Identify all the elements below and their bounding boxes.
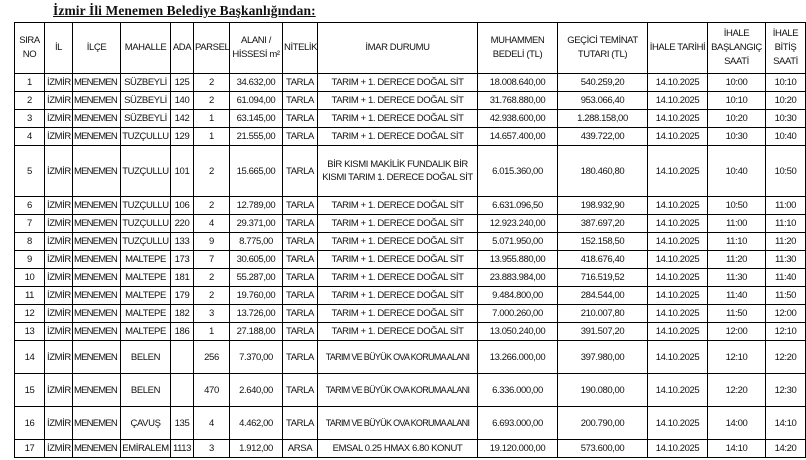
cell-muhammen-bedeli: 13.266.000,00 [478, 341, 558, 374]
cell-sira-no: 7 [15, 215, 45, 233]
cell-alani: 29.371,00 [230, 215, 283, 233]
cell-parsel: 4 [194, 407, 230, 440]
cell-muhammen-bedeli: 13.955.880,00 [478, 251, 558, 269]
cell-parsel: 1 [194, 128, 230, 146]
cell-il: İZMİR [45, 110, 73, 128]
cell-nitelik: TARLA [283, 287, 318, 305]
column-header-parsel: PARSEL [194, 23, 230, 74]
cell-gecici-teminat: 439.722,00 [558, 128, 648, 146]
cell-parsel: 3 [194, 305, 230, 323]
cell-nitelik: TARLA [283, 128, 318, 146]
cell-alani: 21.555,00 [230, 128, 283, 146]
cell-parsel: 1 [194, 110, 230, 128]
table-row [15, 146, 806, 197]
cell-parsel: 2 [194, 287, 230, 305]
table-row [15, 407, 806, 440]
cell-bitis-saati: 14:10 [766, 407, 806, 440]
cell-parsel: 2 [194, 92, 230, 110]
cell-imar-durumu: TARIM + 1. DERECE DOĞAL SİT [318, 92, 478, 110]
cell-mahalle: MALTEPE [121, 269, 171, 287]
cell-il: İZMİR [45, 215, 73, 233]
cell-mahalle: BELEN [121, 374, 171, 407]
cell-gecici-teminat: 716.519,52 [558, 269, 648, 287]
cell-bitis-saati: 12:20 [766, 341, 806, 374]
table-row [15, 323, 806, 341]
cell-bitis-saati: 10:30 [766, 110, 806, 128]
cell-baslangic-saati: 10:20 [708, 110, 766, 128]
cell-mahalle: MALTEPE [121, 323, 171, 341]
cell-bitis-saati: 10:10 [766, 74, 806, 92]
cell-baslangic-saati: 10:00 [708, 74, 766, 92]
cell-nitelik: TARLA [283, 215, 318, 233]
cell-nitelik: TARLA [283, 374, 318, 407]
cell-gecici-teminat: 198.932,90 [558, 197, 648, 215]
cell-ada: 173 [171, 251, 194, 269]
cell-ihale-tarihi: 14.10.2025 [648, 197, 708, 215]
cell-sira-no: 15 [15, 374, 45, 407]
cell-ihale-tarihi: 14.10.2025 [648, 287, 708, 305]
cell-ihale-tarihi: 14.10.2025 [648, 407, 708, 440]
cell-imar-durumu: TARIM + 1. DERECE DOĞAL SİT [318, 110, 478, 128]
cell-gecici-teminat: 391.507,20 [558, 323, 648, 341]
cell-gecici-teminat: 200.790,00 [558, 407, 648, 440]
cell-ihale-tarihi: 14.10.2025 [648, 110, 708, 128]
cell-sira-no: 3 [15, 110, 45, 128]
column-header-alani: ALANI / HİSSESİ m² [230, 23, 283, 74]
cell-bitis-saati: 14:20 [766, 440, 806, 458]
cell-imar-durumu: TARIM + 1. DERECE DOĞAL SİT [318, 323, 478, 341]
cell-bitis-saati: 11:40 [766, 269, 806, 287]
cell-ihale-tarihi: 14.10.2025 [648, 146, 708, 197]
cell-sira-no: 5 [15, 146, 45, 197]
cell-bitis-saati: 11:50 [766, 287, 806, 305]
cell-imar-durumu: TARIM VE BÜYÜK OVA KORUMA ALANI [318, 374, 478, 407]
cell-sira-no: 11 [15, 287, 45, 305]
cell-ilce: MENEMEN [73, 341, 121, 374]
cell-alani: 15.665,00 [230, 146, 283, 197]
cell-ilce: MENEMEN [73, 233, 121, 251]
cell-ihale-tarihi: 14.10.2025 [648, 440, 708, 458]
cell-il: İZMİR [45, 305, 73, 323]
cell-muhammen-bedeli: 9.484.800,00 [478, 287, 558, 305]
cell-ada [171, 341, 194, 374]
cell-parsel: 470 [194, 374, 230, 407]
cell-ilce: MENEMEN [73, 215, 121, 233]
cell-gecici-teminat: 190.080,00 [558, 374, 648, 407]
cell-imar-durumu: TARIM + 1. DERECE DOĞAL SİT [318, 197, 478, 215]
cell-muhammen-bedeli: 13.050.240,00 [478, 323, 558, 341]
cell-imar-durumu: EMSAL 0.25 HMAX 6.80 KONUT [318, 440, 478, 458]
cell-parsel: 1 [194, 323, 230, 341]
cell-gecici-teminat: 284.544,00 [558, 287, 648, 305]
table-row [15, 92, 806, 110]
cell-ilce: MENEMEN [73, 92, 121, 110]
cell-il: İZMİR [45, 92, 73, 110]
cell-muhammen-bedeli: 6.693.000,00 [478, 407, 558, 440]
cell-bitis-saati: 12:30 [766, 374, 806, 407]
cell-il: İZMİR [45, 251, 73, 269]
cell-nitelik: ARSA [283, 440, 318, 458]
cell-bitis-saati: 12:10 [766, 323, 806, 341]
cell-bitis-saati: 11:30 [766, 251, 806, 269]
cell-sira-no: 12 [15, 305, 45, 323]
cell-ada: 133 [171, 233, 194, 251]
cell-gecici-teminat: 152.158,50 [558, 233, 648, 251]
cell-imar-durumu: TARIM + 1. DERECE DOĞAL SİT [318, 251, 478, 269]
cell-nitelik: TARLA [283, 146, 318, 197]
cell-baslangic-saati: 14:00 [708, 407, 766, 440]
table-row [15, 233, 806, 251]
cell-il: İZMİR [45, 407, 73, 440]
cell-ilce: MENEMEN [73, 74, 121, 92]
cell-ada: 140 [171, 92, 194, 110]
table-row [15, 215, 806, 233]
table-row [15, 74, 806, 92]
cell-nitelik: TARLA [283, 74, 318, 92]
cell-mahalle: TUZÇULLU [121, 128, 171, 146]
cell-mahalle: SÜZBEYLİ [121, 110, 171, 128]
cell-ada: 181 [171, 269, 194, 287]
column-header-ilce: İLÇE [73, 23, 121, 74]
cell-ada: 1113 [171, 440, 194, 458]
cell-muhammen-bedeli: 31.768.880,00 [478, 92, 558, 110]
cell-imar-durumu: BİR KISMI MAKİLİK FUNDALIK BİR KISMI TARIM 1. DERECE DOĞAL SİT [318, 146, 478, 197]
cell-ada: 125 [171, 74, 194, 92]
cell-baslangic-saati: 11:20 [708, 251, 766, 269]
cell-alani: 19.760,00 [230, 287, 283, 305]
cell-baslangic-saati: 12:20 [708, 374, 766, 407]
cell-muhammen-bedeli: 23.883.984,00 [478, 269, 558, 287]
cell-mahalle: ÇAVUŞ [121, 407, 171, 440]
cell-bitis-saati: 10:40 [766, 128, 806, 146]
cell-mahalle: MALTEPE [121, 251, 171, 269]
cell-baslangic-saati: 11:10 [708, 233, 766, 251]
cell-gecici-teminat: 573.600,00 [558, 440, 648, 458]
cell-muhammen-bedeli: 5.071.950,00 [478, 233, 558, 251]
cell-baslangic-saati: 11:00 [708, 215, 766, 233]
cell-muhammen-bedeli: 12.923.240,00 [478, 215, 558, 233]
cell-alani: 63.145,00 [230, 110, 283, 128]
cell-ihale-tarihi: 14.10.2025 [648, 74, 708, 92]
cell-alani: 13.726,00 [230, 305, 283, 323]
cell-parsel: 4 [194, 215, 230, 233]
cell-baslangic-saati: 14:10 [708, 440, 766, 458]
cell-baslangic-saati: 10:10 [708, 92, 766, 110]
cell-ada: 182 [171, 305, 194, 323]
cell-mahalle: EMİRALEM [121, 440, 171, 458]
cell-nitelik: TARLA [283, 197, 318, 215]
table-row [15, 110, 806, 128]
cell-mahalle: SÜZBEYLİ [121, 92, 171, 110]
cell-ihale-tarihi: 14.10.2025 [648, 128, 708, 146]
column-header-imar-durumu: İMAR DURUMU [318, 23, 478, 74]
cell-ihale-tarihi: 14.10.2025 [648, 305, 708, 323]
cell-baslangic-saati: 10:30 [708, 128, 766, 146]
cell-sira-no: 1 [15, 74, 45, 92]
cell-ilce: MENEMEN [73, 146, 121, 197]
cell-il: İZMİR [45, 128, 73, 146]
cell-gecici-teminat: 387.697,20 [558, 215, 648, 233]
cell-ada: 135 [171, 407, 194, 440]
cell-nitelik: TARLA [283, 323, 318, 341]
column-header-bitis-saati: İHALE BİTİŞ SAATİ [766, 23, 806, 74]
auction-table [14, 22, 806, 458]
cell-imar-durumu: TARIM + 1. DERECE DOĞAL SİT [318, 287, 478, 305]
cell-imar-durumu: TARIM + 1. DERECE DOĞAL SİT [318, 305, 478, 323]
cell-alani: 30.605,00 [230, 251, 283, 269]
cell-gecici-teminat: 180.460,80 [558, 146, 648, 197]
cell-imar-durumu: TARIM + 1. DERECE DOĞAL SİT [318, 74, 478, 92]
cell-bitis-saati: 10:20 [766, 92, 806, 110]
column-header-gecici-teminat: GEÇİCİ TEMİNAT TUTARI (TL) [558, 23, 648, 74]
cell-sira-no: 16 [15, 407, 45, 440]
cell-il: İZMİR [45, 287, 73, 305]
cell-nitelik: TARLA [283, 110, 318, 128]
cell-ilce: MENEMEN [73, 269, 121, 287]
cell-ada: 179 [171, 287, 194, 305]
cell-ilce: MENEMEN [73, 251, 121, 269]
cell-ilce: MENEMEN [73, 287, 121, 305]
cell-bitis-saati: 10:50 [766, 146, 806, 197]
cell-baslangic-saati: 10:50 [708, 197, 766, 215]
cell-alani: 8.775,00 [230, 233, 283, 251]
column-header-ada: ADA [171, 23, 194, 74]
cell-ihale-tarihi: 14.10.2025 [648, 215, 708, 233]
cell-mahalle: TUZÇULLU [121, 215, 171, 233]
cell-alani: 34.632,00 [230, 74, 283, 92]
cell-bitis-saati: 11:00 [766, 197, 806, 215]
cell-ilce: MENEMEN [73, 374, 121, 407]
cell-imar-durumu: TARIM + 1. DERECE DOĞAL SİT [318, 215, 478, 233]
cell-il: İZMİR [45, 440, 73, 458]
cell-mahalle: MALTEPE [121, 305, 171, 323]
table-row [15, 341, 806, 374]
cell-baslangic-saati: 12:10 [708, 341, 766, 374]
cell-nitelik: TARLA [283, 407, 318, 440]
cell-ihale-tarihi: 14.10.2025 [648, 269, 708, 287]
column-header-mahalle: MAHALLE [121, 23, 171, 74]
cell-il: İZMİR [45, 374, 73, 407]
cell-ada: 142 [171, 110, 194, 128]
cell-alani: 12.789,00 [230, 197, 283, 215]
cell-mahalle: BELEN [121, 341, 171, 374]
cell-mahalle: SÜZBEYLİ [121, 74, 171, 92]
table-row [15, 440, 806, 458]
cell-ada: 129 [171, 128, 194, 146]
cell-sira-no: 8 [15, 233, 45, 251]
cell-sira-no: 9 [15, 251, 45, 269]
cell-imar-durumu: TARIM + 1. DERECE DOĞAL SİT [318, 269, 478, 287]
cell-il: İZMİR [45, 269, 73, 287]
column-header-il: İL [45, 23, 73, 74]
cell-baslangic-saati: 12:00 [708, 323, 766, 341]
cell-nitelik: TARLA [283, 251, 318, 269]
cell-parsel: 2 [194, 74, 230, 92]
cell-ada: 101 [171, 146, 194, 197]
cell-il: İZMİR [45, 197, 73, 215]
cell-bitis-saati: 11:10 [766, 215, 806, 233]
cell-bitis-saati: 12:00 [766, 305, 806, 323]
table-row [15, 287, 806, 305]
cell-il: İZMİR [45, 323, 73, 341]
cell-imar-durumu: TARIM + 1. DERECE DOĞAL SİT [318, 233, 478, 251]
cell-sira-no: 4 [15, 128, 45, 146]
cell-ihale-tarihi: 14.10.2025 [648, 92, 708, 110]
cell-nitelik: TARLA [283, 341, 318, 374]
column-header-nitelik: NİTELİK [283, 23, 318, 74]
cell-nitelik: TARLA [283, 305, 318, 323]
cell-imar-durumu: TARIM VE BÜYÜK OVA KORUMA ALANI [318, 407, 478, 440]
table-row [15, 269, 806, 287]
cell-il: İZMİR [45, 146, 73, 197]
cell-mahalle: MALTEPE [121, 287, 171, 305]
cell-ihale-tarihi: 14.10.2025 [648, 233, 708, 251]
table-row [15, 374, 806, 407]
cell-parsel: 7 [194, 251, 230, 269]
cell-ilce: MENEMEN [73, 323, 121, 341]
cell-muhammen-bedeli: 6.336.000,00 [478, 374, 558, 407]
cell-ilce: MENEMEN [73, 440, 121, 458]
cell-muhammen-bedeli: 14.657.400,00 [478, 128, 558, 146]
cell-alani: 61.094,00 [230, 92, 283, 110]
cell-alani: 27.188,00 [230, 323, 283, 341]
cell-mahalle: TUZÇULLU [121, 146, 171, 197]
column-header-ihale-tarihi: İHALE TARİHİ [648, 23, 708, 74]
cell-ada: 106 [171, 197, 194, 215]
cell-ilce: MENEMEN [73, 128, 121, 146]
cell-ihale-tarihi: 14.10.2025 [648, 341, 708, 374]
cell-sira-no: 13 [15, 323, 45, 341]
cell-alani: 2.640,00 [230, 374, 283, 407]
cell-ilce: MENEMEN [73, 110, 121, 128]
table-header-row [15, 23, 806, 74]
cell-sira-no: 14 [15, 341, 45, 374]
cell-ilce: MENEMEN [73, 305, 121, 323]
table-row [15, 128, 806, 146]
cell-il: İZMİR [45, 341, 73, 374]
cell-parsel: 9 [194, 233, 230, 251]
cell-alani: 7.370,00 [230, 341, 283, 374]
cell-alani: 55.287,00 [230, 269, 283, 287]
cell-parsel: 2 [194, 146, 230, 197]
cell-muhammen-bedeli: 7.000.260,00 [478, 305, 558, 323]
cell-sira-no: 10 [15, 269, 45, 287]
document-title: İzmir İli Menemen Belediye Başkanlığından: [53, 3, 316, 18]
table-row [15, 251, 806, 269]
cell-nitelik: TARLA [283, 92, 318, 110]
cell-imar-durumu: TARIM + 1. DERECE DOĞAL SİT [318, 128, 478, 146]
cell-gecici-teminat: 953.066,40 [558, 92, 648, 110]
table-row [15, 197, 806, 215]
cell-ihale-tarihi: 14.10.2025 [648, 374, 708, 407]
cell-parsel: 256 [194, 341, 230, 374]
cell-ada: 186 [171, 323, 194, 341]
cell-il: İZMİR [45, 74, 73, 92]
cell-il: İZMİR [45, 233, 73, 251]
cell-ihale-tarihi: 14.10.2025 [648, 251, 708, 269]
cell-baslangic-saati: 10:40 [708, 146, 766, 197]
cell-sira-no: 17 [15, 440, 45, 458]
column-header-baslangic-saati: İHALE BAŞLANGIÇ SAATİ [708, 23, 766, 74]
cell-muhammen-bedeli: 6.015.360,00 [478, 146, 558, 197]
column-header-muhammen-bedeli: MUHAMMEN BEDELİ (TL) [478, 23, 558, 74]
cell-bitis-saati: 11:20 [766, 233, 806, 251]
cell-baslangic-saati: 11:50 [708, 305, 766, 323]
cell-gecici-teminat: 397.980,00 [558, 341, 648, 374]
column-header-sira-no: SIRA NO [15, 23, 45, 74]
cell-parsel: 3 [194, 440, 230, 458]
cell-alani: 4.462,00 [230, 407, 283, 440]
cell-muhammen-bedeli: 18.008.640,00 [478, 74, 558, 92]
cell-parsel: 2 [194, 269, 230, 287]
cell-muhammen-bedeli: 19.120.000,00 [478, 440, 558, 458]
cell-ilce: MENEMEN [73, 407, 121, 440]
cell-alani: 1.912,00 [230, 440, 283, 458]
cell-nitelik: TARLA [283, 233, 318, 251]
cell-ada: 220 [171, 215, 194, 233]
cell-sira-no: 6 [15, 197, 45, 215]
cell-baslangic-saati: 11:40 [708, 287, 766, 305]
cell-ilce: MENEMEN [73, 197, 121, 215]
cell-imar-durumu: TARIM VE BÜYÜK OVA KORUMA ALANI [318, 341, 478, 374]
table-row [15, 305, 806, 323]
cell-gecici-teminat: 210.007,80 [558, 305, 648, 323]
cell-nitelik: TARLA [283, 269, 318, 287]
cell-muhammen-bedeli: 42.938.600,00 [478, 110, 558, 128]
cell-gecici-teminat: 1.288.158,00 [558, 110, 648, 128]
cell-gecici-teminat: 418.676,40 [558, 251, 648, 269]
cell-muhammen-bedeli: 6.631.096,50 [478, 197, 558, 215]
cell-baslangic-saati: 11:30 [708, 269, 766, 287]
cell-ihale-tarihi: 14.10.2025 [648, 323, 708, 341]
cell-gecici-teminat: 540.259,20 [558, 74, 648, 92]
cell-parsel: 2 [194, 197, 230, 215]
cell-ada [171, 374, 194, 407]
cell-mahalle: TUZÇULLU [121, 197, 171, 215]
cell-mahalle: TUZÇULLU [121, 233, 171, 251]
cell-sira-no: 2 [15, 92, 45, 110]
